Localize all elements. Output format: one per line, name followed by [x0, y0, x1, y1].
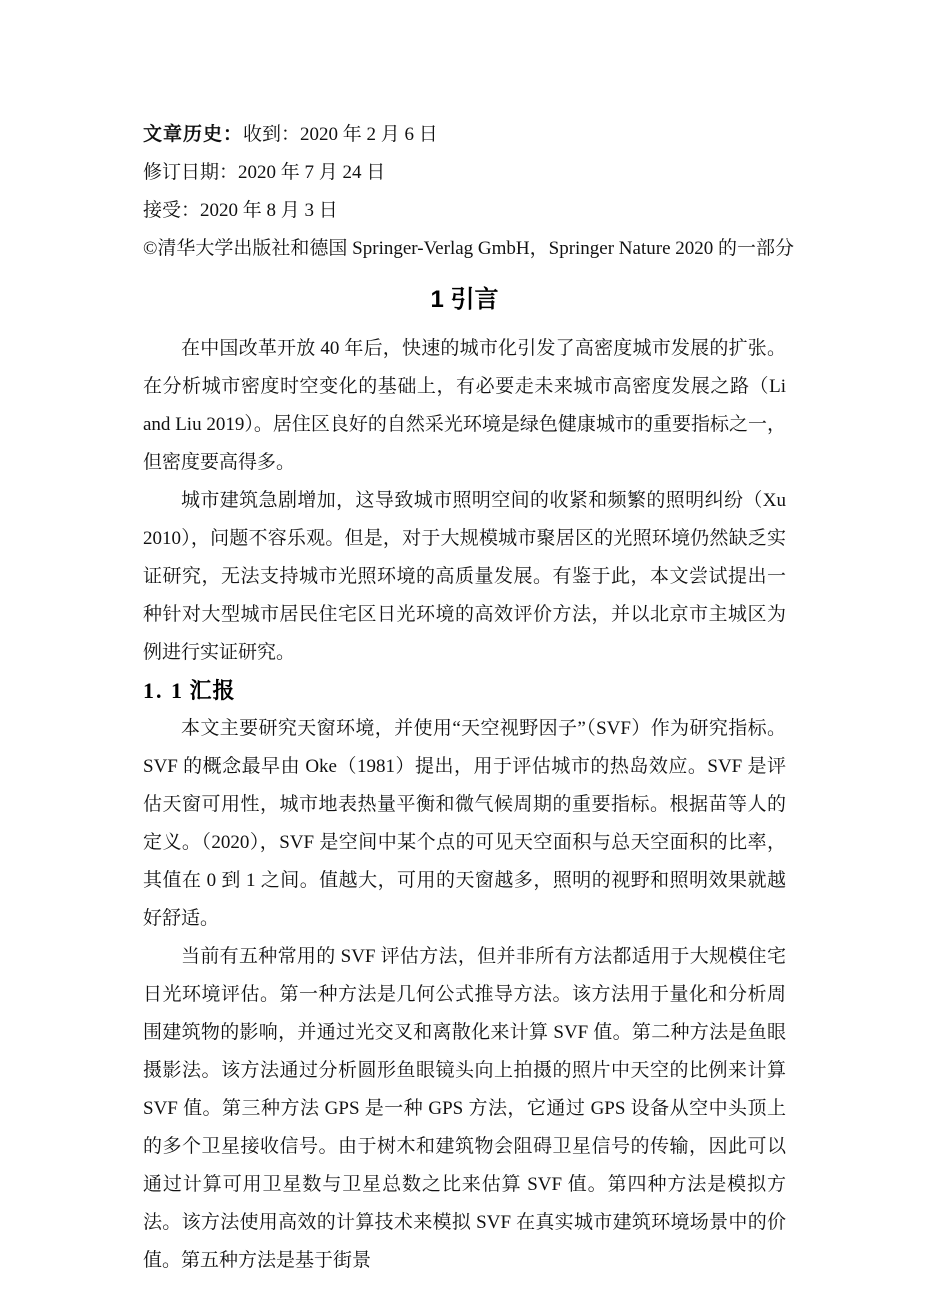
subsection-number: 1. 1	[143, 678, 184, 703]
revised-date: 修订日期：2020 年 7 月 24 日	[143, 162, 386, 183]
copyright-notice: ©清华大学出版社和德国 Springer-Verlag GmbH，Springer Nature 2020 的一部分	[143, 238, 795, 259]
report-paragraph-1: 本文主要研究天窗环境，并使用“天空视野因子”（SVF）作为研究指标。SVF 的概念最早由 Oke（1981）提出，用于评估城市的热岛效应。SVF 是评估天窗可用性，城市地表热量平衡和微气候周期的重要指标。根据苗等人的定义。（2020），SVF 是空间中某个点的可见天空面积与总天空面积的比率，其值在 0 到 1 之间。值越大，可用的天窗越多，照明的视野和照明效果就越好舒适。	[143, 718, 786, 929]
article-history-received-line	[143, 116, 786, 154]
subsection-heading-report	[143, 672, 786, 710]
received-date: 收到：2020 年 2 月 6 日	[243, 124, 438, 145]
page-content	[143, 116, 795, 1280]
section-heading-introduction: 1 引言	[430, 286, 499, 313]
accepted-date: 接受：2020 年 8 月 3 日	[143, 200, 338, 221]
article-history	[143, 116, 795, 268]
article-history-label: 文章历史：	[143, 124, 244, 145]
intro-paragraph-2: 城市建筑急剧增加，这导致城市照明空间的收紧和频繁的照明纠纷（Xu 2010），问题不容乐观。但是，对于大规模城市聚居区的光照环境仍然缺乏实证研究，无法支持城市光照环境的高质量发展。有鉴于此，本文尝试提出一种针对大型城市居民住宅区日光环境的高效评价方法，并以北京市主城区为例进行实证研究。	[143, 490, 786, 663]
intro-paragraph-1: 在中国改革开放 40 年后，快速的城市化引发了高密度城市发展的扩张。在分析城市密度时空变化的基础上，有必要走未来城市高密度发展之路（Li and Liu 2019）。居住区良好的自然采光环境是绿色健康城市的重要指标之一，但密度要高得多。	[143, 338, 786, 473]
report-paragraph-2: 当前有五种常用的 SVF 评估方法，但并非所有方法都适用于大规模住宅日光环境评估。第一种方法是几何公式推导方法。该方法用于量化和分析周围建筑物的影响，并通过光交叉和离散化来计算 SVF 值。第二种方法是鱼眼摄影法。该方法通过分析圆形鱼眼镜头向上拍摄的照片中天空的比例来计算 SVF 值。第三种方法 GPS 是一种 GPS 方法，它通过 GPS 设备从空中头顶上的多个卫星接收信号。由于树木和建筑物会阻碍卫星信号的传输，因此可以通过计算可用卫星数与卫星总数之比来估算 SVF 值。第四种方法是模拟方法。该方法使用高效的计算技术来模拟 SVF 在真实城市建筑环境场景中的价值。第五种方法是基于街景	[143, 946, 786, 1271]
subsection-title: 汇报	[189, 678, 236, 703]
